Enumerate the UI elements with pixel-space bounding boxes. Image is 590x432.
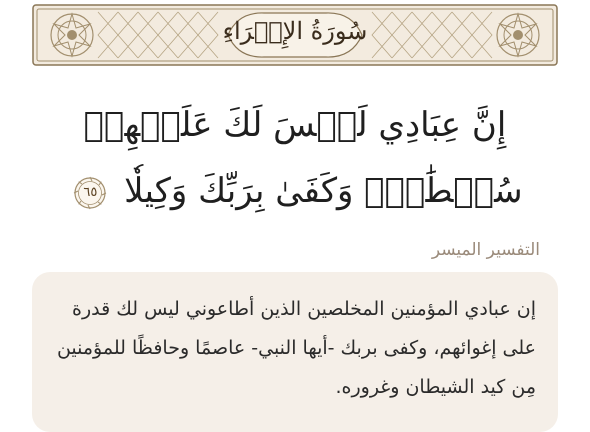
surah-name: سُورَةُ الإِسۡرَاءِ <box>222 17 368 45</box>
verse-text: إِنَّ عِبَادِي لَيۡسَ لَكَ عَلَيۡهِمۡ سُلۡطَٰنٞۚ وَكَفَىٰ بِرَبِّكَ وَكِيلٗا <box>83 105 523 211</box>
surah-header-banner <box>32 4 558 66</box>
ayah-end-marker <box>73 176 107 210</box>
ayah-number: ٦٥ <box>83 185 98 200</box>
verse-text-block[interactable] <box>30 92 560 224</box>
tafsir-card <box>32 272 558 432</box>
tafsir-section-title: التفسير الميسر <box>431 240 540 260</box>
tafsir-text: إن عبادي المؤمنين المخلصين الذين أطاعوني ليس لك قدرة على إغوائهم، وكفى بربك -أيها النبي- عاصمًا وحافظًا للمؤمنين مِن كيد الشيطان وغروره. <box>56 298 536 398</box>
